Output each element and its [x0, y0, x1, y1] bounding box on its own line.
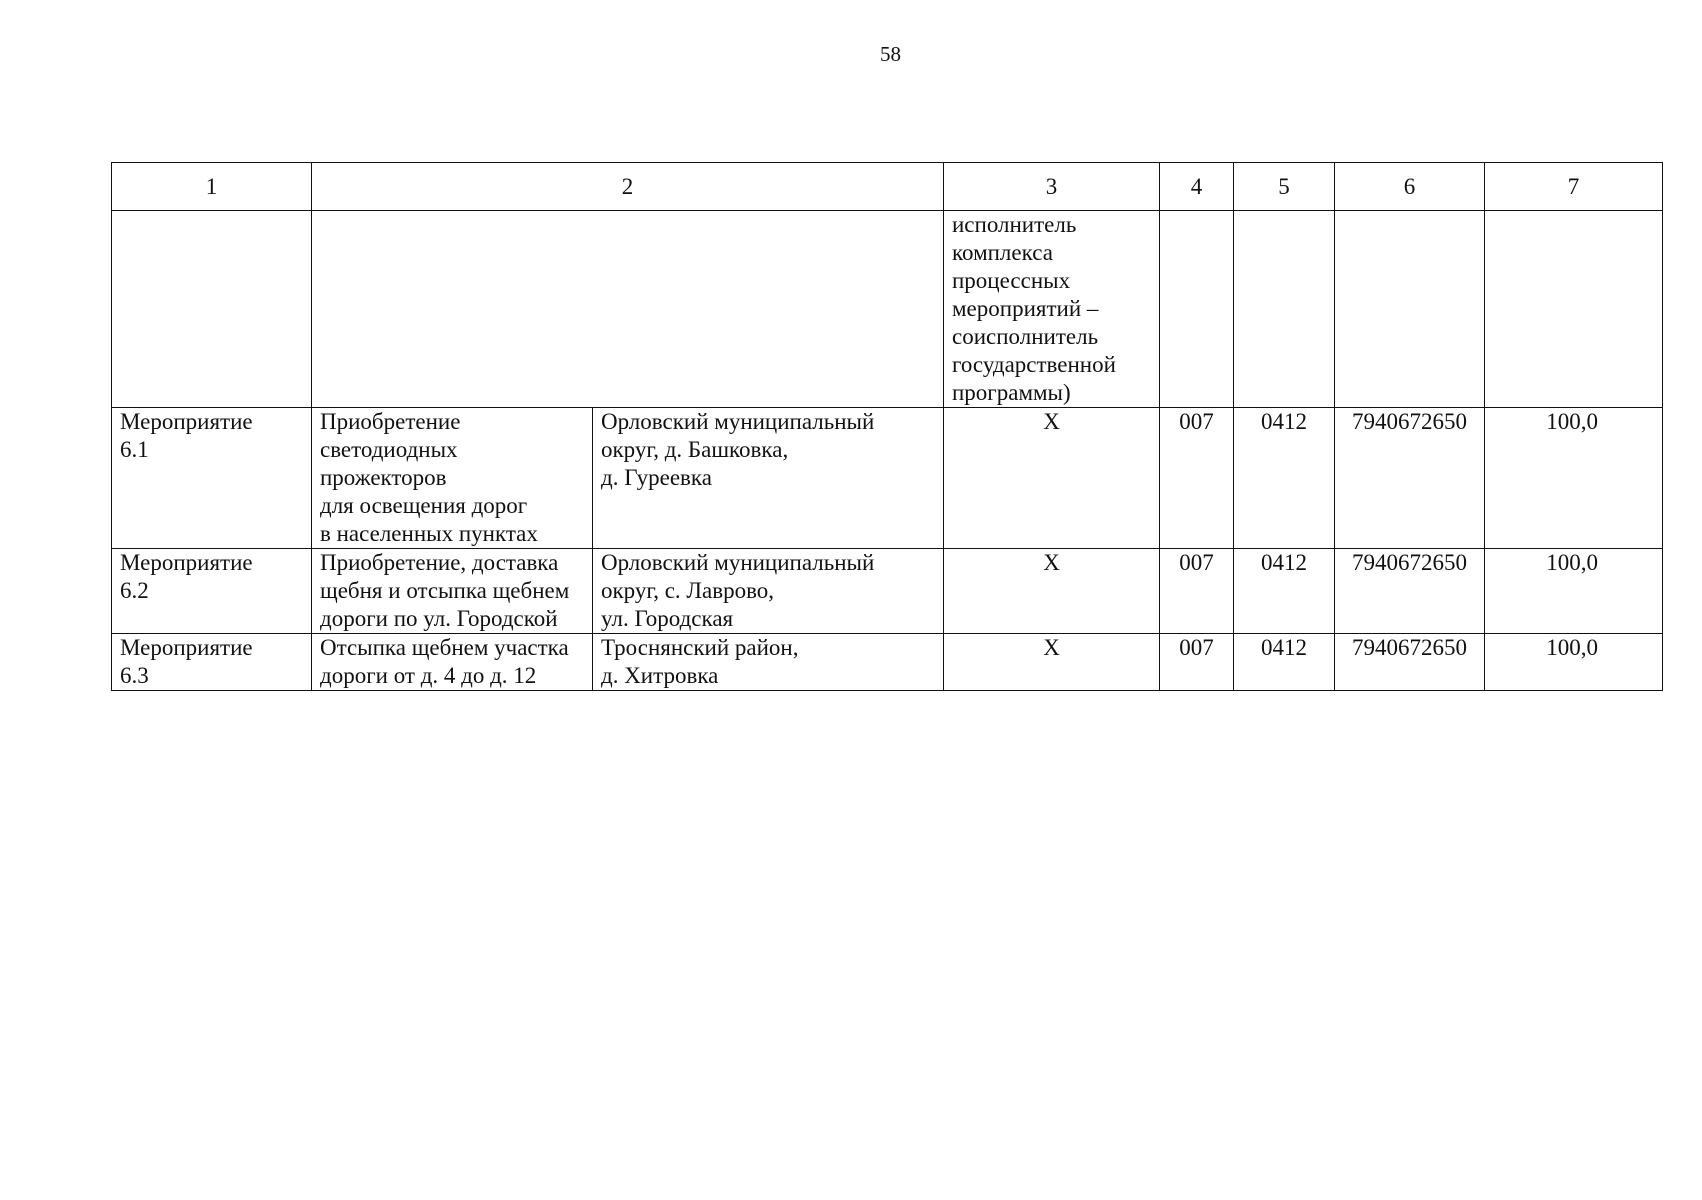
- measure-name-cell: Мероприятие 6.1: [112, 408, 312, 549]
- table-row: [112, 408, 1663, 549]
- measure-name-cell: Мероприятие 6.3: [112, 634, 312, 691]
- program-measures-table: [111, 162, 1663, 691]
- measure-description: Приобретение, доставка щебня и отсыпка щебнем дороги по ул. Городской: [312, 549, 593, 633]
- measure-location: Орловский муниципальный округ, д. Башковка, д. Гуреевка: [601, 409, 875, 490]
- measure-description: Отсыпка щебнем участка дороги от д. 4 до д. 12: [312, 634, 593, 690]
- measure-location: Троснянский район, д. Хитровка: [601, 635, 799, 688]
- executor-cell: Х: [944, 408, 1160, 549]
- measure-description-cell: [312, 549, 944, 634]
- code-cell-6: 7940672650: [1335, 408, 1485, 549]
- executor-cell: Х: [944, 549, 1160, 634]
- amount-cell: 100,0: [1485, 408, 1663, 549]
- code-cell-4: 007: [1160, 549, 1234, 634]
- header-cell-5: 5: [1234, 163, 1335, 211]
- code-cell-6: 7940672650: [1335, 634, 1485, 691]
- measure-description: Приобретение светодиодных прожекторов для освещения дорог в населенных пунктах: [312, 408, 593, 548]
- amount-cell: 100,0: [1485, 549, 1663, 634]
- continuation-cell-4: [1160, 211, 1234, 408]
- code-cell-5: 0412: [1234, 549, 1335, 634]
- header-cell-1: 1: [112, 163, 312, 211]
- continuation-cell-1: [112, 211, 312, 408]
- code-cell-5: 0412: [1234, 408, 1335, 549]
- code-cell-4: 007: [1160, 408, 1234, 549]
- code-cell-5: 0412: [1234, 634, 1335, 691]
- measure-location: Орловский муниципальный округ, с. Лаврово, ул. Городская: [601, 550, 875, 631]
- header-cell-6: 6: [1335, 163, 1485, 211]
- header-cell-3: 3: [944, 163, 1160, 211]
- header-cell-2: 2: [312, 163, 944, 211]
- table-row: [112, 634, 1663, 691]
- executor-cell: Х: [944, 634, 1160, 691]
- code-cell-6: 7940672650: [1335, 549, 1485, 634]
- header-cell-7: 7: [1485, 163, 1663, 211]
- measure-description-cell: [312, 634, 944, 691]
- page-number: 58: [880, 42, 901, 66]
- table-header-row: [112, 163, 1663, 211]
- continuation-cell-2: [312, 211, 944, 408]
- header-cell-4: 4: [1160, 163, 1234, 211]
- table-row: [112, 549, 1663, 634]
- continuation-cell-3: исполнитель комплекса процессных мероприятий – соисполнитель государственной программы): [944, 211, 1160, 408]
- measure-description-cell: [312, 408, 944, 549]
- continuation-cell-6: [1335, 211, 1485, 408]
- continuation-row: [112, 211, 1663, 408]
- measure-name-cell: Мероприятие 6.2: [112, 549, 312, 634]
- continuation-cell-5: [1234, 211, 1335, 408]
- amount-cell: 100,0: [1485, 634, 1663, 691]
- continuation-cell-7: [1485, 211, 1663, 408]
- code-cell-4: 007: [1160, 634, 1234, 691]
